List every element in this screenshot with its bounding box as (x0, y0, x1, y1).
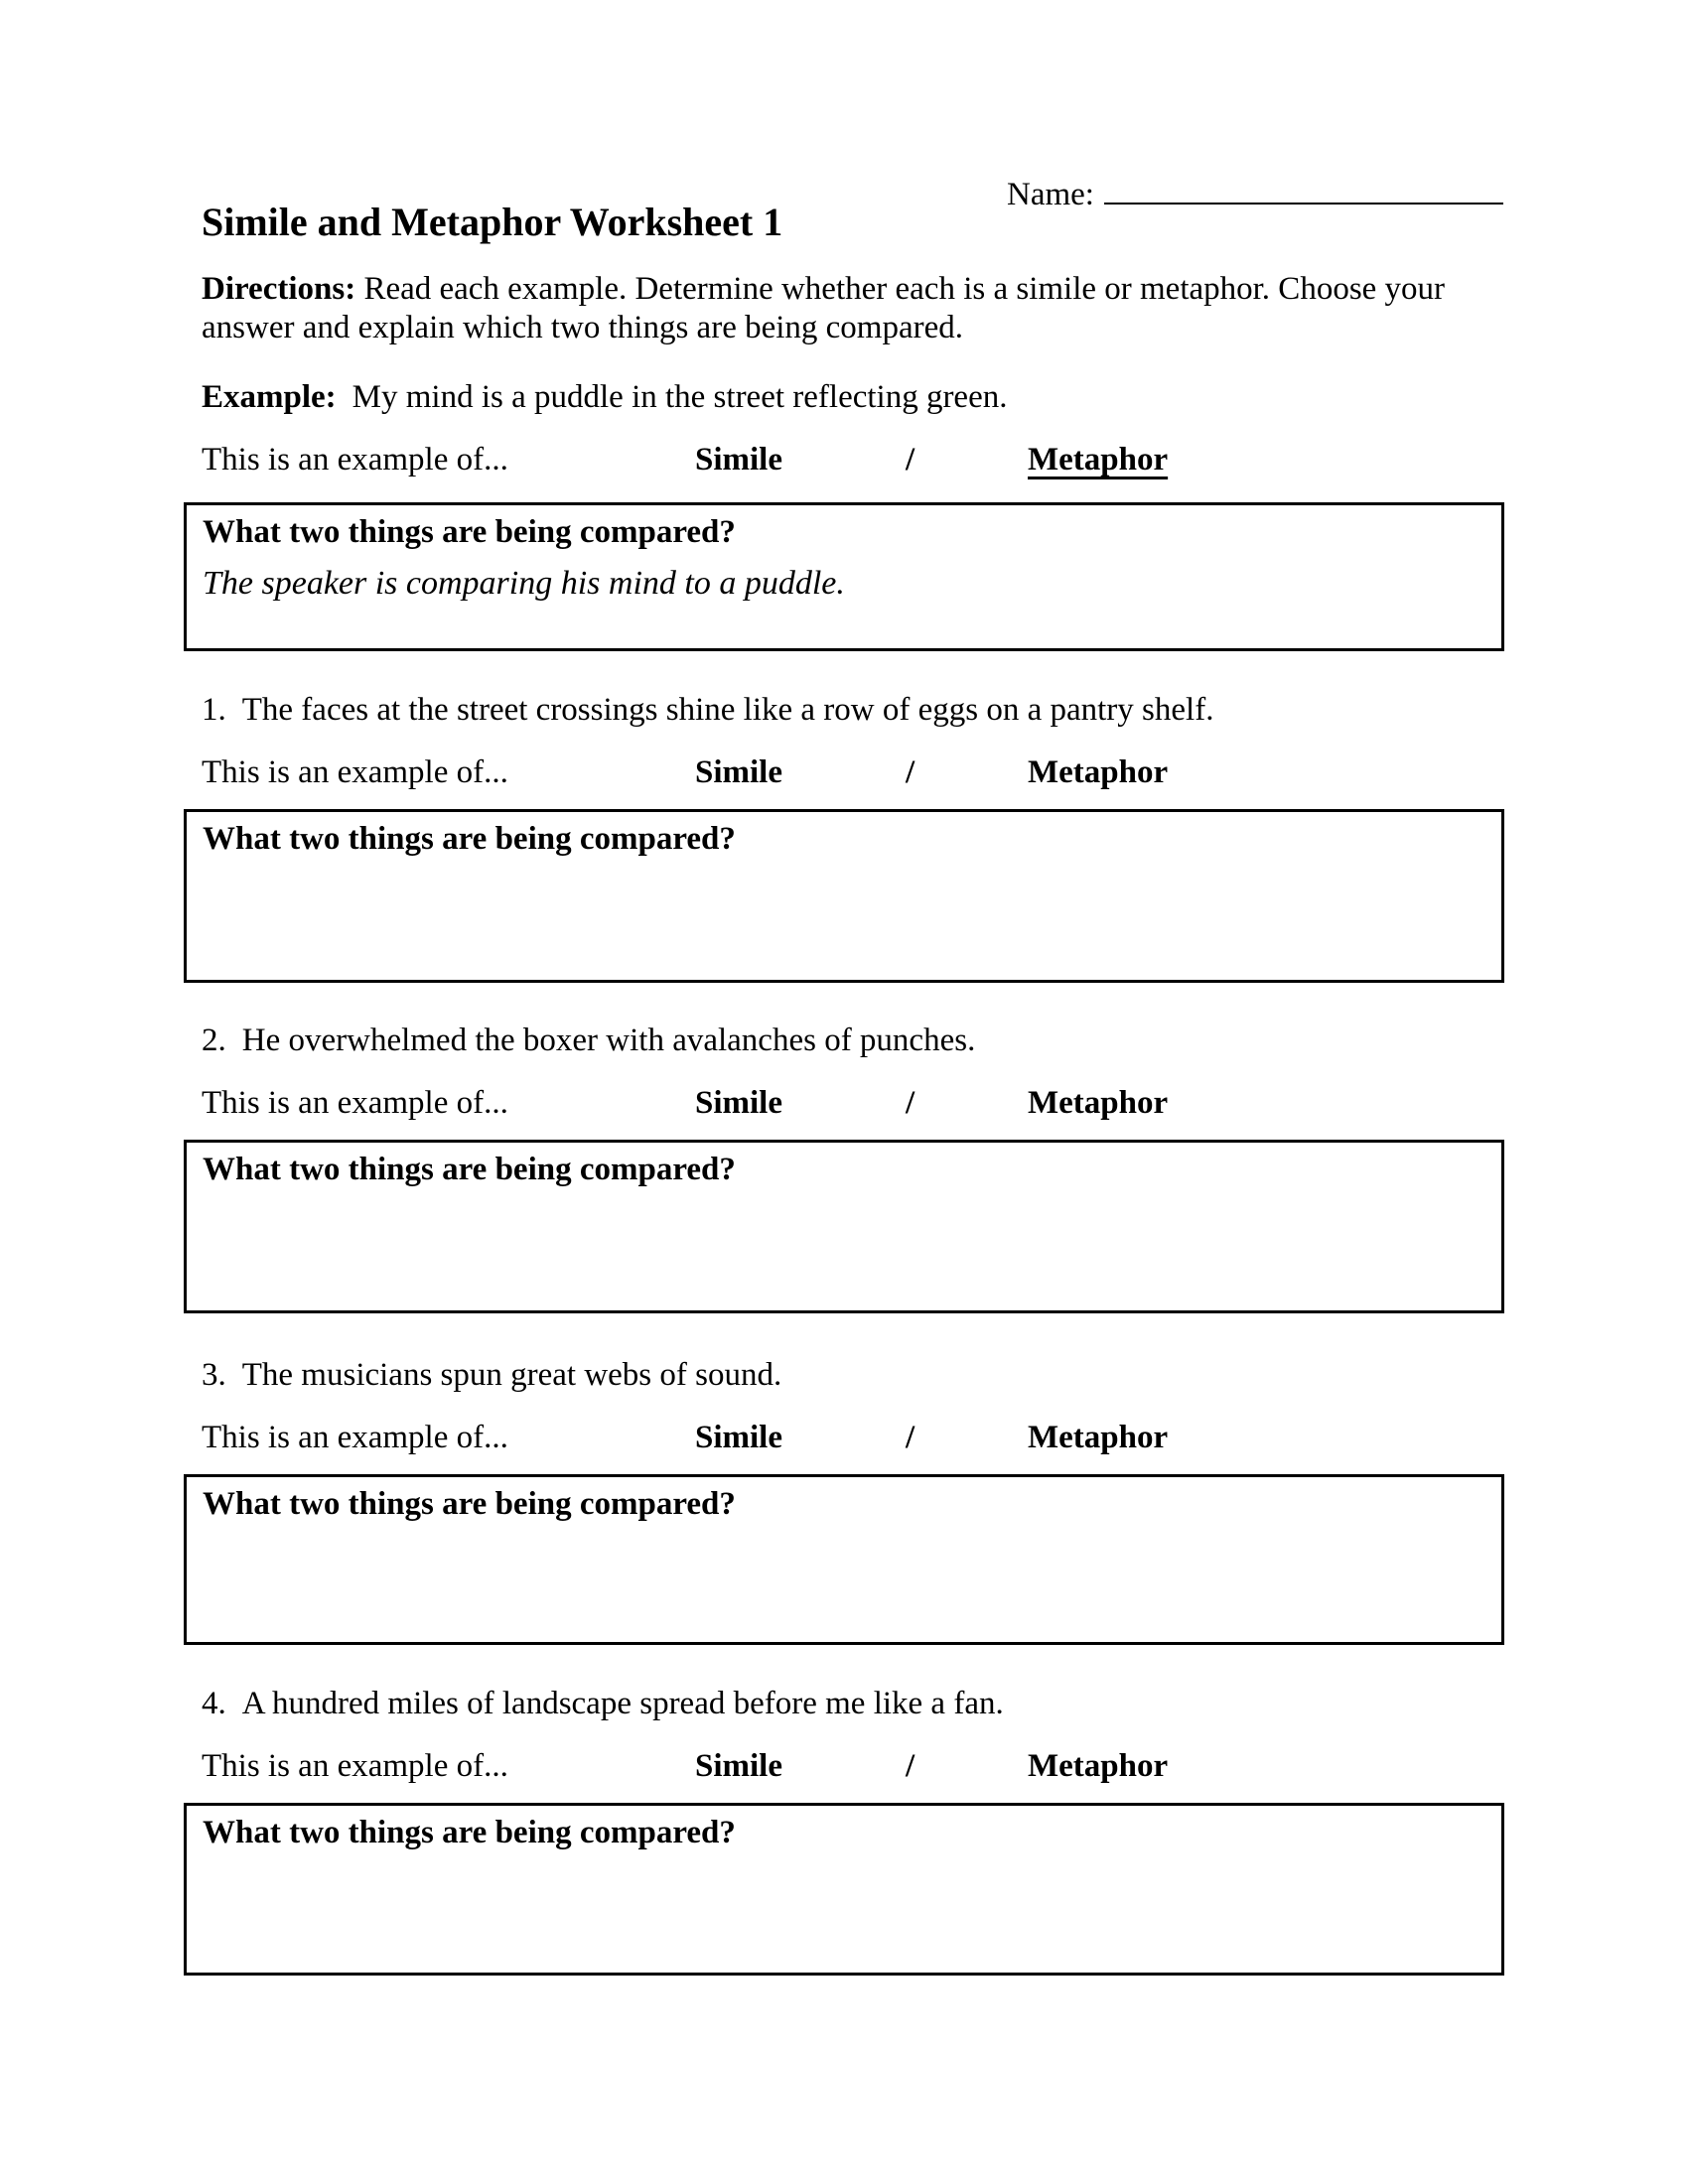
question-sentence-row (202, 1686, 1004, 1722)
directions (202, 270, 1492, 347)
prompt-text: This is an example of... (202, 1420, 508, 1455)
page-title: Simile and Metaphor Worksheet 1 (202, 200, 783, 244)
box-question-label: What two things are being compared? (203, 1486, 736, 1522)
box-question-label: What two things are being compared? (203, 514, 736, 550)
question-number: 4. (202, 1686, 226, 1721)
metaphor-option[interactable]: Metaphor (1028, 754, 1169, 790)
simile-option[interactable]: Simile (695, 1748, 782, 1784)
example-answer-text: The speaker is comparing his mind to a puddle. (203, 565, 845, 602)
answer-box[interactable] (184, 1803, 1504, 1976)
box-question-label: What two things are being compared? (203, 1815, 736, 1850)
question-sentence: He overwhelmed the boxer with avalanches of punches. (241, 1023, 976, 1058)
directions-text: Read each example. Determine whether each is a simile or metaphor. Choose your answer and explain which two things are being compared. (202, 271, 1446, 345)
example-sentence: My mind is a puddle in the street reflecting green. (352, 379, 1008, 415)
choice-row (0, 1085, 1688, 1127)
prompt-text: This is an example of... (202, 754, 508, 790)
example-choice-row (0, 442, 1688, 483)
slash-separator: / (906, 1420, 915, 1455)
prompt-text: This is an example of... (202, 1748, 508, 1784)
slash-separator: / (906, 754, 915, 790)
prompt-text: This is an example of... (202, 1085, 508, 1121)
simile-option[interactable]: Simile (695, 1085, 782, 1121)
box-question-label: What two things are being compared? (203, 1152, 736, 1187)
answer-box[interactable] (184, 809, 1504, 983)
name-label: Name: (1007, 177, 1094, 212)
question-number: 1. (202, 692, 226, 728)
question-number: 3. (202, 1357, 226, 1393)
example-sentence-row (202, 379, 1007, 416)
prompt-text: This is an example of... (202, 442, 508, 478)
answer-box[interactable] (184, 1474, 1504, 1645)
question-sentence-row (202, 1023, 975, 1059)
question-sentence-row (202, 692, 1213, 729)
metaphor-option[interactable]: Metaphor (1028, 1085, 1169, 1121)
slash-separator: / (906, 442, 915, 478)
question-sentence: A hundred miles of landscape spread before me like a fan. (241, 1686, 1004, 1721)
directions-label: Directions: (202, 271, 356, 307)
example-answer-box (184, 502, 1504, 651)
question-sentence: The musicians spun great webs of sound. (241, 1357, 782, 1393)
slash-separator: / (906, 1085, 915, 1121)
choice-row (0, 1420, 1688, 1461)
metaphor-option[interactable]: Metaphor (1028, 1748, 1169, 1784)
name-row (1007, 173, 1503, 213)
box-question-label: What two things are being compared? (203, 821, 736, 857)
simile-option: Simile (695, 442, 782, 478)
example-label: Example: (202, 379, 337, 415)
simile-option[interactable]: Simile (695, 754, 782, 790)
slash-separator: / (906, 1748, 915, 1784)
metaphor-option[interactable]: Metaphor (1028, 1420, 1169, 1455)
name-blank-line[interactable] (1104, 173, 1503, 205)
question-number: 2. (202, 1023, 226, 1058)
choice-row (0, 754, 1688, 796)
question-sentence-row (202, 1357, 781, 1394)
metaphor-option-selected: Metaphor (1028, 442, 1169, 478)
choice-row (0, 1748, 1688, 1790)
question-sentence: The faces at the street crossings shine like a row of eggs on a pantry shelf. (241, 692, 1214, 728)
answer-box[interactable] (184, 1140, 1504, 1313)
simile-option[interactable]: Simile (695, 1420, 782, 1455)
